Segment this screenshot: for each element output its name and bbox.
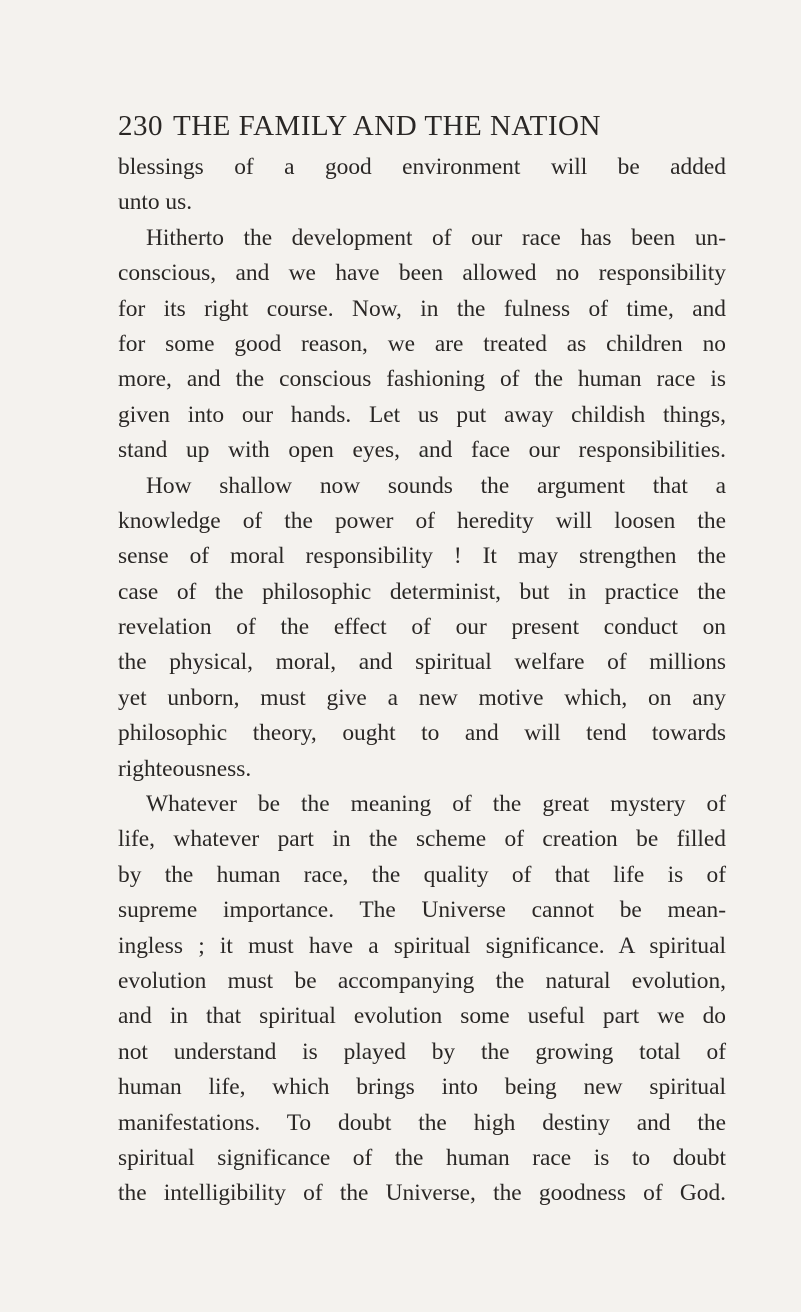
text-line: spiritual significance of the human race is to doubt	[118, 1144, 726, 1171]
text-line: unto us.	[118, 189, 193, 216]
body-text	[118, 150, 726, 1212]
text-line: for some good reason, we are treated as children no	[118, 330, 726, 357]
text-line: for its right course. Now, in the fulness of time, and	[118, 295, 726, 322]
text-line: revelation of the effect of our present conduct on	[118, 614, 726, 641]
text-line: human life, which brings into being new spiritual	[118, 1074, 726, 1101]
text-line: not understand is played by the growing total of	[118, 1038, 726, 1065]
running-head	[118, 110, 678, 150]
text-line: Hitherto the development of our race has been un-	[146, 224, 726, 251]
page-number: 230	[118, 110, 163, 142]
running-title: THE FAMILY AND THE NATION	[173, 110, 601, 142]
text-line: supreme importance. The Universe cannot be mean-	[118, 897, 726, 924]
text-line: case of the philosophic determinist, but in practice the	[118, 578, 726, 605]
text-line: manifestations. To doubt the high destiny and the	[118, 1109, 726, 1136]
text-line: evolution must be accompanying the natural evolution,	[118, 967, 726, 994]
text-line: blessings of a good environment will be added	[118, 154, 726, 180]
text-line: more, and the conscious fashioning of the human race is	[118, 366, 726, 393]
text-line: given into our hands. Let us put away childish things,	[118, 401, 726, 428]
text-line: by the human race, the quality of that life is of	[118, 861, 726, 888]
text-line: the physical, moral, and spiritual welfare of millions	[118, 649, 726, 676]
text-line: righteousness.	[118, 755, 252, 782]
text-line: life, whatever part in the scheme of creation be filled	[118, 826, 726, 853]
text-line: stand up with open eyes, and face our responsibilities.	[118, 437, 726, 464]
text-line: ingless ; it must have a spiritual significance. A spiritual	[118, 932, 726, 959]
text-line: Whatever be the meaning of the great mystery of	[146, 791, 726, 818]
text-line: conscious, and we have been allowed no responsibility	[118, 260, 726, 287]
text-line: How shallow now sounds the argument that a	[146, 472, 726, 499]
text-line: and in that spiritual evolution some useful part we do	[118, 1003, 726, 1030]
text-line: yet unborn, must give a new motive which, on any	[118, 684, 726, 711]
text-line: knowledge of the power of heredity will loosen the	[118, 507, 726, 534]
text-line: the intelligibility of the Universe, the goodness of God.	[118, 1180, 726, 1207]
text-line: sense of moral responsibility ! It may strengthen the	[118, 543, 726, 570]
text-line: philosophic theory, ought to and will tend towards	[118, 720, 726, 747]
